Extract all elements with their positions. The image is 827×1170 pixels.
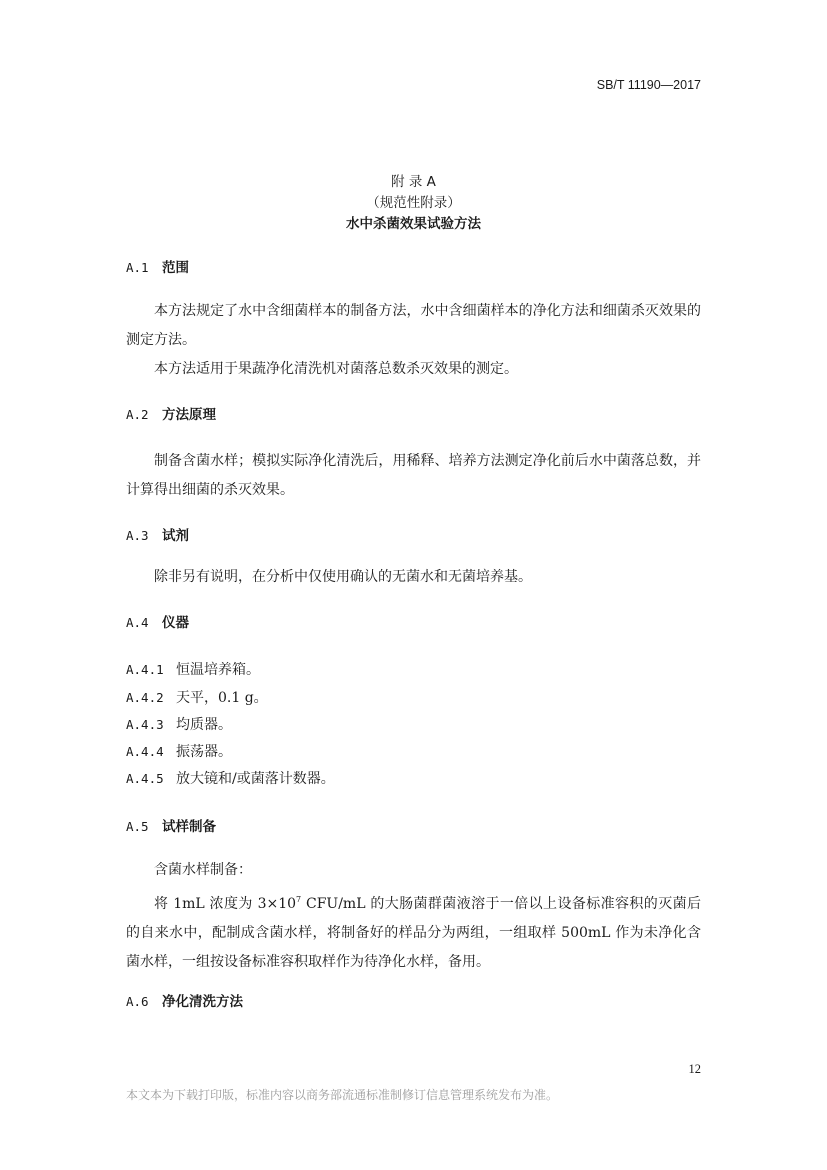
instrument-item [126,741,232,761]
section-a3-body [126,563,701,592]
section-a3-heading [126,524,189,544]
paragraph: 本方法规定了水中含细菌样本的制备方法，水中含细菌样本的净化方法和细菌杀灭效果的测定方法。 [126,303,701,348]
item-number: A.4.4 [126,744,164,759]
section-title: 仪器 [162,615,189,631]
item-text: 振荡器。 [176,744,232,760]
section-a5-heading [126,815,216,835]
paragraph: 含菌水样制备： [154,862,252,878]
section-number: A.6 [126,994,149,1009]
section-title: 试剂 [162,528,189,544]
paragraph-continuation: CFU/mL 的大肠菌群菌液溶于一倍以上设备标准容积的灭菌后的自来水中，配制成含菌水样，将制备好的样品分为两组，一组取样 500mL 作为未净化含菌水样，一组按设备标准容积取样作为待净化水样，备用。 [126,896,701,970]
section-number: A.5 [126,819,149,834]
section-a6-heading [126,990,243,1010]
section-a2-heading [126,403,216,423]
section-title: 净化清洗方法 [162,994,243,1010]
appendix-title: 水中杀菌效果试验方法 [346,216,481,232]
footer-disclaimer: 本文本为下载打印版，标准内容以商务部流通标准制修订信息管理系统发布为准。 [126,1088,559,1102]
appendix-type: （规范性附录） [366,195,461,211]
item-number: A.4.3 [126,717,164,732]
section-number: A.3 [126,528,149,543]
section-number: A.4 [126,615,149,630]
section-a4-heading [126,611,189,631]
instrument-item [126,687,268,707]
appendix-label: 附 录 A [391,174,436,190]
document-number: SB/T 11190—2017 [596,78,701,92]
section-a1-body [126,297,701,384]
concentration-text: 将 1mL 浓度为 3×10 [154,896,297,912]
item-text: 放大镜和/或菌落计数器。 [176,771,335,787]
instrument-item [126,659,260,679]
page-number: 12 [688,1062,701,1076]
section-a5-body [126,856,701,977]
exponent: 7 [296,895,302,904]
section-a2-body [126,447,701,505]
item-number: A.4.1 [126,662,164,677]
item-text: 天平，0.1 g。 [176,690,268,706]
item-number: A.4.2 [126,690,164,705]
section-title: 范围 [162,260,189,276]
item-text: 均质器。 [176,717,232,733]
paragraph: 除非另有说明，在分析中仅使用确认的无菌水和无菌培养基。 [154,569,532,585]
item-text: 恒温培养箱。 [176,662,260,678]
instrument-item [126,714,232,734]
paragraph: 制备含菌水样；模拟实际净化清洗后，用稀释、培养方法测定净化前后水中菌落总数，并计算得出细菌的杀灭效果。 [126,453,701,498]
section-number: A.2 [126,407,149,422]
paragraph [126,885,701,977]
section-title: 方法原理 [162,407,216,423]
section-a1-heading [126,256,189,276]
item-number: A.4.5 [126,771,164,786]
paragraph: 本方法适用于果蔬净化清洗机对菌落总数杀灭效果的测定。 [154,361,518,377]
section-number: A.1 [126,260,149,275]
instrument-item [126,768,335,788]
section-title: 试样制备 [162,819,216,835]
